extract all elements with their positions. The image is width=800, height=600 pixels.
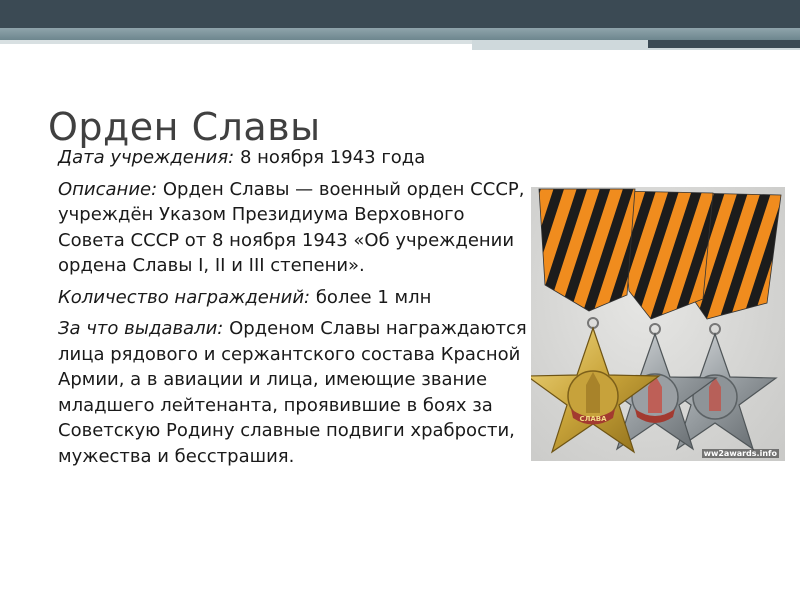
photo-watermark: ww2awards.info <box>703 449 777 458</box>
item-description <box>58 177 528 279</box>
medals-photo <box>531 187 785 461</box>
page-title: Орден Славы <box>48 105 321 150</box>
slide-body <box>58 145 528 475</box>
item-reason <box>58 316 528 469</box>
item-date-text: 8 ноября 1943 года <box>234 147 426 168</box>
top-decor-bar <box>0 0 800 28</box>
item-count-text: более 1 млн <box>310 286 432 308</box>
top-decor-line <box>648 40 800 48</box>
medal-inscription: СЛАВА <box>579 415 607 423</box>
item-description-label: Описание: <box>58 178 158 200</box>
top-decor-accent <box>0 28 800 40</box>
item-date <box>58 145 528 171</box>
item-reason-label: За что выдавали: <box>58 318 224 339</box>
item-count-label: Количество награждений: <box>58 286 311 308</box>
ribbon-left <box>539 189 635 311</box>
item-reason-text: Орденом Славы награждаются лица рядового и сержантского состава Красной Армии, а в авиации и лица, имеющие звание младшего лейтенанта, проявившие в боях за Советскую Родину славные подвиги храбрости, мужества и бесстрашия. <box>58 318 527 467</box>
item-date-label: Дата учреждения: <box>58 147 235 168</box>
medals-illustration <box>531 187 785 461</box>
item-description-text: Орден Славы — военный орден СССР, учреждён Указом Президиума Верховного Совета СССР от 8 ноября 1943 «Об учреждении ордена Славы I, II и III степени». <box>58 178 525 276</box>
item-count <box>58 285 528 311</box>
